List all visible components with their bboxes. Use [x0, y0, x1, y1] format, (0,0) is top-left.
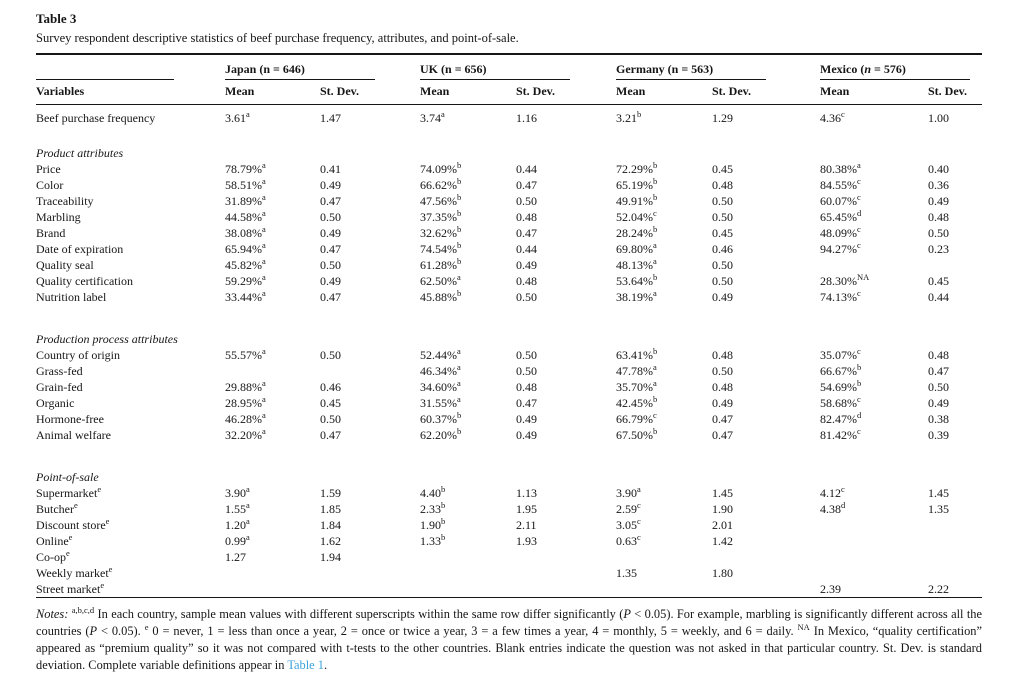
stdev-cell: 0.47 — [320, 428, 341, 442]
stdev-cell: 0.50 — [320, 258, 341, 272]
column-header-stdev-japan: St. Dev. — [320, 80, 420, 105]
stdev-cell: 0.50 — [320, 412, 341, 426]
table-row — [36, 549, 982, 565]
column-header-mean-mexico: Mean — [820, 80, 928, 105]
row-label: Marbling — [36, 210, 81, 224]
stdev-cell: 0.38 — [928, 412, 949, 426]
stdev-cell — [928, 257, 982, 273]
mean-cell: 80.38%$^a$ — [820, 160, 861, 176]
stdev-cell: 1.80 — [712, 566, 733, 580]
mean-cell: 34.60%$^a$ — [420, 378, 461, 394]
row-label: Price — [36, 162, 61, 176]
stdev-cell: 0.50 — [516, 290, 537, 304]
section-spacer-row — [36, 126, 982, 145]
table-row — [36, 241, 982, 257]
mean-cell — [420, 549, 516, 565]
stdev-cell: 0.45 — [712, 226, 733, 240]
stdev-cell: 0.49 — [516, 428, 537, 442]
stdev-cell: 0.50 — [712, 364, 733, 378]
row-label: Weekly market$^e$ — [36, 564, 113, 580]
mean-cell: 32.20%$^a$ — [225, 426, 266, 442]
mean-cell: 58.51%$^a$ — [225, 176, 266, 192]
mean-cell — [225, 363, 320, 379]
stdev-cell: 1.94 — [320, 550, 341, 564]
mean-cell: 37.35%$^b$ — [420, 208, 462, 224]
stdev-cell: 0.50 — [516, 364, 537, 378]
stdev-cell: 1.90 — [712, 502, 733, 516]
column-header-row — [36, 80, 982, 105]
mean-cell: 74.54%$^b$ — [420, 240, 462, 256]
stdev-cell: 0.45 — [712, 162, 733, 176]
table-1-link[interactable]: Table 1 — [287, 657, 324, 672]
mean-cell: 42.45%$^b$ — [616, 394, 658, 410]
stdev-cell: 0.47 — [516, 396, 537, 410]
mean-cell: 59.29%$^a$ — [225, 272, 266, 288]
mean-cell: 78.79%$^a$ — [225, 160, 266, 176]
stdev-cell: 0.50 — [516, 348, 537, 362]
stdev-cell: 1.42 — [712, 534, 733, 548]
stdev-cell: 0.49 — [320, 226, 341, 240]
stdev-cell: 0.50 — [516, 194, 537, 208]
section-spacer-row — [36, 443, 982, 469]
section-header: Product attributes — [36, 146, 124, 160]
mean-cell: 47.56%$^b$ — [420, 192, 462, 208]
mean-cell: 35.70%$^a$ — [616, 378, 657, 394]
stdev-cell: 0.39 — [928, 428, 949, 442]
column-header-stdev-mexico: St. Dev. — [928, 80, 982, 105]
stdev-cell: 0.36 — [928, 178, 949, 192]
section-header: Point-of-sale — [36, 470, 99, 484]
table-row — [36, 289, 982, 305]
mean-cell: 28.30%$^{NA}$ — [820, 272, 870, 288]
row-label: Online$^e$ — [36, 532, 73, 548]
stdev-cell: 0.48 — [712, 178, 733, 192]
group-header-label: Mexico (n = 576) — [820, 62, 970, 80]
section-spacer-row — [36, 305, 982, 331]
stdev-cell: 0.46 — [320, 380, 341, 394]
table-row — [36, 501, 982, 517]
stub-overline-cell — [36, 54, 225, 80]
table-row — [36, 427, 982, 443]
mean-cell: 54.69%$^b$ — [820, 378, 862, 394]
stdev-cell: 0.50 — [712, 258, 733, 272]
column-header-stdev-germany: St. Dev. — [712, 80, 820, 105]
stdev-cell — [928, 517, 982, 533]
row-label: Beef purchase frequency — [36, 111, 156, 125]
stdev-cell: 0.47 — [320, 242, 341, 256]
mean-cell: 4.36$^c$ — [820, 109, 845, 125]
row-label: Discount store$^e$ — [36, 516, 110, 532]
mean-cell: 44.58%$^a$ — [225, 208, 266, 224]
stdev-cell: 0.48 — [516, 380, 537, 394]
column-header-mean-germany: Mean — [616, 80, 712, 105]
stdev-cell: 2.11 — [516, 518, 537, 532]
mean-cell: 62.20%$^b$ — [420, 426, 462, 442]
mean-cell: 0.63$^c$ — [616, 532, 641, 548]
stdev-cell: 1.62 — [320, 534, 341, 548]
row-label: Date of expiration — [36, 242, 124, 256]
stdev-cell: 0.45 — [320, 396, 341, 410]
table-row — [36, 225, 982, 241]
mean-cell: 3.05$^c$ — [616, 516, 641, 532]
mean-cell — [820, 533, 928, 549]
stdev-cell: 0.49 — [516, 258, 537, 272]
mean-cell: 4.40$^b$ — [420, 484, 446, 500]
mean-cell: 1.20$^a$ — [225, 516, 250, 532]
column-header-mean-japan: Mean — [225, 80, 320, 105]
stdev-cell: 0.48 — [928, 348, 949, 362]
mean-cell: 2.39 — [820, 582, 841, 596]
mean-cell: 81.42%$^c$ — [820, 426, 861, 442]
stdev-cell: 0.47 — [320, 194, 341, 208]
mean-cell — [420, 565, 516, 581]
row-label: Organic — [36, 396, 75, 410]
table-caption: Survey respondent descriptive statistics of beef purchase frequency, attributes, and point-of-sale. — [36, 31, 519, 45]
mean-cell — [420, 581, 516, 598]
stdev-cell: 0.44 — [928, 290, 949, 304]
stdev-cell: 1.35 — [928, 502, 949, 516]
table-row — [36, 161, 982, 177]
table-row — [36, 177, 982, 193]
table-row — [36, 273, 982, 289]
stdev-cell — [516, 565, 616, 581]
column-header-mean-uk: Mean — [420, 80, 516, 105]
stdev-cell: 0.45 — [928, 274, 949, 288]
table-body — [36, 105, 982, 598]
table-notes: Notes: $^{a,b,c,d}$ In each country, sample mean values with different superscripts within the same row differ significantly (P < 0.05). For example, marbling is significantly different across all the countries (P < 0.05). $^e$ 0 = never, 1 = less than once a year, 2 = once or twice a year, 3 = a few times a year, 4 = monthly, 5 = weekly, and 6 = daily. $^{NA}$ In Mexico, “quality certification” appeared as “premium quality” so it was not compared with t-tests to the other countries. Blank entries indicate the question was not asked in that particular country. St. Dev. is standard deviation. Complete variable definitions appear in Table 1. — [36, 604, 982, 672]
mean-cell: 49.91%$^b$ — [616, 192, 658, 208]
mean-cell: 0.99$^a$ — [225, 532, 250, 548]
stdev-cell: 1.93 — [516, 534, 537, 548]
stdev-cell: 1.84 — [320, 518, 341, 532]
row-label: Country of origin — [36, 348, 120, 362]
mean-cell: 4.12$^c$ — [820, 484, 845, 500]
column-header-variables: Variables — [36, 80, 225, 105]
mean-cell: 3.90$^a$ — [616, 484, 641, 500]
mean-cell: 29.88%$^a$ — [225, 378, 266, 394]
mean-cell: 65.94%$^a$ — [225, 240, 266, 256]
mean-cell: 60.07%$^c$ — [820, 192, 861, 208]
group-header-label: UK (n = 656) — [420, 62, 570, 80]
mean-cell — [820, 517, 928, 533]
stdev-cell — [320, 363, 420, 379]
stdev-cell: 0.46 — [712, 242, 733, 256]
stdev-cell: 1.29 — [712, 111, 733, 125]
mean-cell: 66.62%$^b$ — [420, 176, 462, 192]
mean-cell: 63.41%$^b$ — [616, 346, 658, 362]
mean-cell: 45.82%$^a$ — [225, 256, 266, 272]
mean-cell: 66.67%$^b$ — [820, 362, 862, 378]
group-header-mexico — [820, 54, 982, 80]
row-label: Traceability — [36, 194, 94, 208]
mean-cell: 61.28%$^b$ — [420, 256, 462, 272]
stdev-cell: 1.85 — [320, 502, 341, 516]
mean-cell: 45.88%$^b$ — [420, 288, 462, 304]
stdev-cell: 0.47 — [712, 428, 733, 442]
stdev-cell: 0.48 — [928, 210, 949, 224]
stdev-cell: 0.48 — [516, 274, 537, 288]
stdev-cell: 0.47 — [712, 412, 733, 426]
table-row — [36, 517, 982, 533]
mean-cell: 3.21$^b$ — [616, 109, 642, 125]
table-row — [36, 193, 982, 209]
stdev-cell: 0.47 — [516, 226, 537, 240]
table-row — [36, 395, 982, 411]
mean-cell — [616, 549, 712, 565]
stdev-cell: 0.49 — [516, 412, 537, 426]
mean-cell: 2.59$^c$ — [616, 500, 641, 516]
spacer-cell — [36, 126, 982, 145]
mean-cell: 3.61$^a$ — [225, 109, 250, 125]
spacer-cell — [36, 443, 982, 469]
row-label: Grain-fed — [36, 380, 83, 394]
table-row — [36, 209, 982, 225]
stdev-cell: 0.49 — [712, 396, 733, 410]
section-header-row — [36, 331, 982, 347]
stdev-cell: 0.47 — [516, 178, 537, 192]
table-row — [36, 565, 982, 581]
mean-cell: 31.55%$^a$ — [420, 394, 461, 410]
table-row — [36, 257, 982, 273]
stdev-cell: 0.44 — [516, 242, 537, 256]
mean-cell: 65.45%$^d$ — [820, 208, 862, 224]
stdev-cell: 0.41 — [320, 162, 341, 176]
row-label: Quality seal — [36, 258, 94, 272]
group-header-japan — [225, 54, 420, 80]
mean-cell: 46.28%$^a$ — [225, 410, 266, 426]
row-label: $Co-op^e$ — [36, 548, 70, 564]
table-row — [36, 363, 982, 379]
mean-cell: 82.47%$^d$ — [820, 410, 862, 426]
row-label: Hormone-free — [36, 412, 104, 426]
mean-cell: 1.90$^b$ — [420, 516, 446, 532]
row-label: Street market$^e$ — [36, 580, 105, 596]
mean-cell — [225, 581, 320, 598]
table-row — [36, 105, 982, 127]
stdev-cell: 0.50 — [712, 194, 733, 208]
mean-cell: 65.19%$^b$ — [616, 176, 658, 192]
stdev-cell: 0.23 — [928, 242, 949, 256]
mean-cell: 74.09%$^b$ — [420, 160, 462, 176]
mean-cell: 31.89%$^a$ — [225, 192, 266, 208]
mean-cell — [616, 581, 712, 598]
mean-cell — [820, 549, 928, 565]
mean-cell: 55.57%$^a$ — [225, 346, 266, 362]
mean-cell: 52.04%$^c$ — [616, 208, 657, 224]
mean-cell: 1.35 — [616, 566, 637, 580]
stdev-cell — [712, 581, 820, 598]
mean-cell: 38.19%$^a$ — [616, 288, 657, 304]
stdev-cell — [928, 565, 982, 581]
stdev-cell: 2.22 — [928, 582, 949, 596]
mean-cell: 35.07%$^c$ — [820, 346, 861, 362]
stdev-cell: 1.16 — [516, 111, 537, 125]
mean-cell: 74.13%$^c$ — [820, 288, 861, 304]
stdev-cell: 1.13 — [516, 486, 537, 500]
stdev-cell: 0.47 — [320, 290, 341, 304]
stdev-cell: 1.00 — [928, 111, 949, 125]
mean-cell: 94.27%$^c$ — [820, 240, 861, 256]
mean-cell: 2.33$^b$ — [420, 500, 446, 516]
mean-cell: 4.38$^d$ — [820, 500, 846, 516]
stats-table — [36, 53, 982, 598]
stdev-cell: 0.44 — [516, 162, 537, 176]
table-row — [36, 533, 982, 549]
row-label: Nutrition label — [36, 290, 107, 304]
mean-cell: 69.80%$^a$ — [616, 240, 657, 256]
mean-cell: 53.64%$^b$ — [616, 272, 658, 288]
stdev-cell: 0.49 — [928, 396, 949, 410]
table-head — [36, 54, 982, 105]
section-header-row — [36, 469, 982, 485]
mean-cell: 48.13%$^a$ — [616, 256, 657, 272]
stdev-cell: 0.49 — [712, 290, 733, 304]
mean-cell — [820, 257, 928, 273]
table-row — [36, 347, 982, 363]
group-header-label: Japan (n = 646) — [225, 62, 375, 80]
section-header: Production process attributes — [36, 332, 178, 346]
stdev-cell: 0.49 — [928, 194, 949, 208]
mean-cell: 46.34%$^a$ — [420, 362, 461, 378]
stdev-cell: 0.48 — [712, 380, 733, 394]
stdev-cell: 0.40 — [928, 162, 949, 176]
spacer-cell — [36, 305, 982, 331]
table-row — [36, 411, 982, 427]
stdev-cell: 1.95 — [516, 502, 537, 516]
group-header-label: Germany (n = 563) — [616, 62, 766, 80]
mean-cell: 3.90$^a$ — [225, 484, 250, 500]
mean-cell: 28.95%$^a$ — [225, 394, 266, 410]
stdev-cell: 0.50 — [320, 348, 341, 362]
group-header-germany — [616, 54, 820, 80]
row-label: Butcher$^e$ — [36, 500, 78, 516]
stdev-cell — [516, 581, 616, 598]
stdev-cell: 0.50 — [928, 226, 949, 240]
mean-cell: 3.74$^a$ — [420, 109, 445, 125]
stdev-cell — [712, 549, 820, 565]
stdev-cell: 1.59 — [320, 486, 341, 500]
mean-cell: 52.44%$^a$ — [420, 346, 461, 362]
stdev-cell: 1.45 — [712, 486, 733, 500]
stdev-cell: 0.48 — [516, 210, 537, 224]
group-header-row — [36, 54, 982, 80]
row-label: Brand — [36, 226, 66, 240]
row-label: Supermarket$^e$ — [36, 484, 102, 500]
mean-cell: 58.68%$^c$ — [820, 394, 861, 410]
mean-cell — [820, 565, 928, 581]
mean-cell: 38.08%$^a$ — [225, 224, 266, 240]
mean-cell: 28.24%$^b$ — [616, 224, 658, 240]
stdev-cell — [928, 533, 982, 549]
mean-cell: 33.44%$^a$ — [225, 288, 266, 304]
row-label: Color — [36, 178, 64, 192]
stdev-cell — [516, 549, 616, 565]
table-row — [36, 581, 982, 598]
mean-cell: 48.09%$^c$ — [820, 224, 861, 240]
stdev-cell: 2.01 — [712, 518, 733, 532]
mean-cell — [225, 565, 320, 581]
row-label: Grass-fed — [36, 364, 83, 378]
mean-cell: 1.33$^b$ — [420, 532, 446, 548]
stdev-cell: 0.50 — [712, 210, 733, 224]
stdev-cell — [320, 565, 420, 581]
table-row — [36, 485, 982, 501]
mean-cell: 84.55%$^c$ — [820, 176, 861, 192]
stdev-cell: 0.49 — [320, 274, 341, 288]
stdev-cell — [320, 581, 420, 598]
mean-cell: 72.29%$^b$ — [616, 160, 658, 176]
mean-cell: 67.50%$^b$ — [616, 426, 658, 442]
stdev-cell: 0.50 — [928, 380, 949, 394]
stdev-cell: 0.47 — [928, 364, 949, 378]
stdev-cell: 1.45 — [928, 486, 949, 500]
stdev-cell: 0.48 — [712, 348, 733, 362]
mean-cell: 62.50%$^a$ — [420, 272, 461, 288]
stdev-cell: 0.50 — [320, 210, 341, 224]
group-header-uk — [420, 54, 616, 80]
stdev-cell: 0.50 — [712, 274, 733, 288]
table-row — [36, 379, 982, 395]
mean-cell: 47.78%$^a$ — [616, 362, 657, 378]
stdev-cell — [928, 549, 982, 565]
mean-cell: 60.37%$^b$ — [420, 410, 462, 426]
mean-cell: 66.79%$^c$ — [616, 410, 657, 426]
mean-cell: 1.55$^a$ — [225, 500, 250, 516]
table-label: Table 3 — [36, 11, 77, 26]
section-header-row — [36, 145, 982, 161]
stdev-cell: 0.49 — [320, 178, 341, 192]
row-label: Quality certification — [36, 274, 133, 288]
column-header-stdev-uk: St. Dev. — [516, 80, 616, 105]
mean-cell: 32.62%$^b$ — [420, 224, 462, 240]
row-label: Animal welfare — [36, 428, 111, 442]
stdev-cell: 1.47 — [320, 111, 341, 125]
mean-cell: 1.27 — [225, 550, 246, 564]
